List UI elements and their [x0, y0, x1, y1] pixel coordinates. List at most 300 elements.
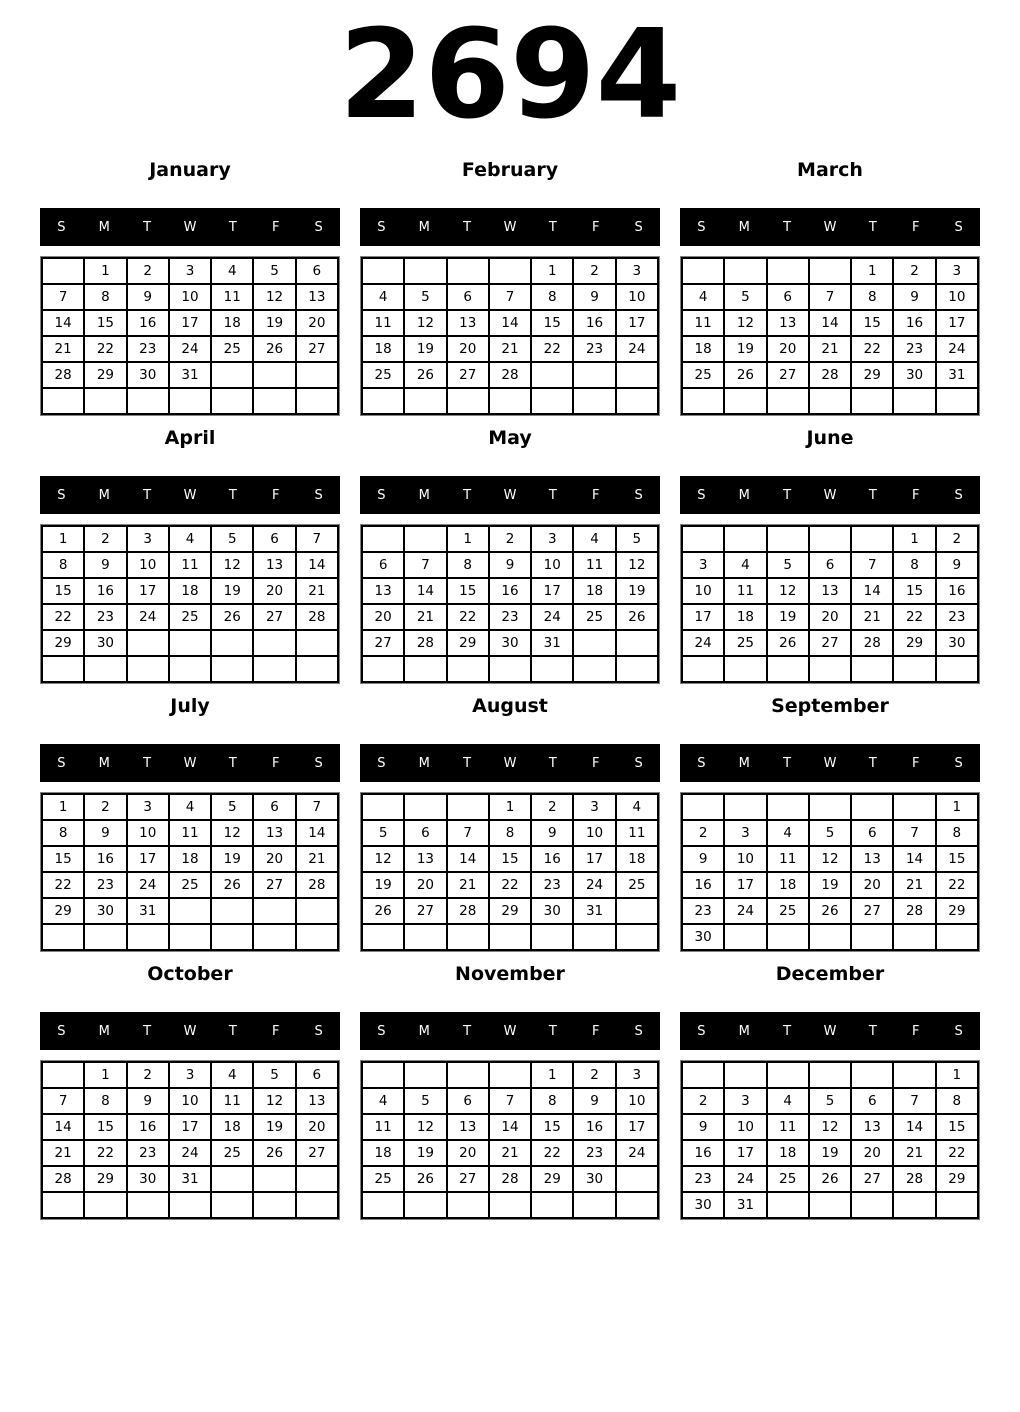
week-row — [362, 794, 658, 820]
day-cell — [767, 258, 809, 284]
day-cell: 14 — [851, 578, 893, 604]
weekday-label: T — [228, 487, 237, 503]
day-cell: 15 — [42, 578, 84, 604]
day-cell — [127, 630, 169, 656]
day-cell — [573, 656, 615, 682]
day-cell: 15 — [84, 1114, 126, 1140]
day-cell — [489, 656, 531, 682]
day-cell — [616, 1192, 658, 1218]
day-cell: 7 — [893, 820, 935, 846]
week-row — [362, 630, 658, 656]
day-cell — [531, 362, 573, 388]
day-cell: 20 — [404, 872, 446, 898]
day-cell — [767, 1192, 809, 1218]
day-cell: 24 — [127, 872, 169, 898]
day-cell: 8 — [84, 1088, 126, 1114]
day-cell: 19 — [362, 872, 404, 898]
day-cell: 26 — [767, 630, 809, 656]
weekday-label: S — [697, 219, 706, 235]
day-cell: 15 — [893, 578, 935, 604]
day-cell: 1 — [851, 258, 893, 284]
day-cell — [489, 1062, 531, 1088]
day-cell: 6 — [447, 1088, 489, 1114]
week-row — [362, 1140, 658, 1166]
day-cell: 15 — [531, 1114, 573, 1140]
weekday-label: M — [738, 487, 750, 503]
day-cell — [42, 388, 84, 414]
week-row — [682, 656, 978, 682]
weekday-label: S — [954, 1023, 963, 1039]
day-cell: 15 — [851, 310, 893, 336]
weekday-label: S — [634, 1023, 643, 1039]
day-cell: 10 — [531, 552, 573, 578]
day-cell: 22 — [489, 872, 531, 898]
day-cell: 28 — [489, 362, 531, 388]
day-cell: 5 — [809, 1088, 851, 1114]
day-cell: 20 — [296, 1114, 338, 1140]
day-cell — [724, 388, 766, 414]
day-cell: 3 — [616, 258, 658, 284]
day-cell — [616, 362, 658, 388]
day-cell: 15 — [489, 846, 531, 872]
week-row — [682, 578, 978, 604]
day-cell: 19 — [616, 578, 658, 604]
day-cell — [573, 362, 615, 388]
day-cell: 4 — [724, 552, 766, 578]
day-cell: 19 — [809, 1140, 851, 1166]
day-cell — [936, 1192, 978, 1218]
day-cell — [253, 362, 295, 388]
day-cell: 16 — [682, 872, 724, 898]
day-cell: 27 — [253, 604, 295, 630]
week-row — [42, 898, 338, 924]
day-cell: 25 — [724, 630, 766, 656]
day-cell: 18 — [767, 1140, 809, 1166]
day-cell: 18 — [767, 872, 809, 898]
day-cell — [253, 1192, 295, 1218]
day-cell: 1 — [936, 1062, 978, 1088]
day-cell: 14 — [447, 846, 489, 872]
day-cell: 29 — [936, 1166, 978, 1192]
weekday-label: W — [823, 219, 837, 235]
month-block — [360, 686, 660, 952]
day-cell — [296, 388, 338, 414]
day-cell: 26 — [211, 604, 253, 630]
day-cell — [724, 526, 766, 552]
weekday-label: T — [143, 219, 152, 235]
day-cell: 2 — [531, 794, 573, 820]
day-cell: 10 — [169, 1088, 211, 1114]
month-grid — [41, 1061, 339, 1219]
day-cell: 23 — [127, 336, 169, 362]
day-cell: 31 — [169, 362, 211, 388]
day-cell: 25 — [362, 1166, 404, 1192]
day-cell: 15 — [531, 310, 573, 336]
weekday-label: W — [823, 755, 837, 771]
day-cell: 25 — [573, 604, 615, 630]
day-cell — [573, 924, 615, 950]
weekday-header — [680, 1012, 980, 1050]
day-cell: 19 — [404, 336, 446, 362]
day-cell: 28 — [42, 1166, 84, 1192]
day-cell — [851, 388, 893, 414]
weekday-label: W — [183, 219, 197, 235]
day-cell: 15 — [936, 1114, 978, 1140]
month-grid — [361, 793, 659, 951]
week-row — [42, 604, 338, 630]
day-cell — [127, 388, 169, 414]
day-cell — [809, 388, 851, 414]
day-cell: 4 — [767, 820, 809, 846]
day-cell: 22 — [936, 872, 978, 898]
day-cell: 10 — [127, 552, 169, 578]
day-cell: 12 — [404, 1114, 446, 1140]
day-cell: 21 — [851, 604, 893, 630]
day-cell: 16 — [573, 1114, 615, 1140]
day-cell: 18 — [616, 846, 658, 872]
year-title: 2694 — [338, 3, 682, 147]
day-cell: 16 — [127, 1114, 169, 1140]
week-row — [42, 388, 338, 414]
day-cell: 1 — [531, 258, 573, 284]
day-cell: 15 — [447, 578, 489, 604]
day-cell: 7 — [893, 1088, 935, 1114]
week-row — [42, 794, 338, 820]
day-cell: 16 — [531, 846, 573, 872]
day-cell: 17 — [573, 846, 615, 872]
weekday-label: S — [377, 487, 386, 503]
weekday-label: T — [228, 219, 237, 235]
day-cell: 4 — [362, 1088, 404, 1114]
day-cell: 21 — [893, 1140, 935, 1166]
week-row — [42, 284, 338, 310]
day-cell: 1 — [936, 794, 978, 820]
month-grid-frame — [680, 524, 980, 684]
day-cell: 6 — [296, 1062, 338, 1088]
day-cell — [616, 656, 658, 682]
week-row — [362, 872, 658, 898]
day-cell: 29 — [447, 630, 489, 656]
weekday-label: S — [634, 219, 643, 235]
day-cell: 23 — [127, 1140, 169, 1166]
month-grid — [361, 257, 659, 415]
week-row — [682, 1088, 978, 1114]
day-cell: 27 — [296, 1140, 338, 1166]
day-cell: 23 — [682, 1166, 724, 1192]
day-cell: 18 — [724, 604, 766, 630]
weekday-label: F — [911, 755, 920, 771]
day-cell: 28 — [447, 898, 489, 924]
day-cell: 22 — [42, 604, 84, 630]
day-cell — [169, 898, 211, 924]
day-cell: 29 — [489, 898, 531, 924]
day-cell: 12 — [211, 820, 253, 846]
weekday-label: T — [868, 1023, 877, 1039]
day-cell: 11 — [362, 310, 404, 336]
day-cell: 2 — [682, 820, 724, 846]
month-grid-frame — [40, 256, 340, 416]
day-cell: 1 — [489, 794, 531, 820]
day-cell: 14 — [42, 1114, 84, 1140]
day-cell — [211, 656, 253, 682]
week-row — [42, 552, 338, 578]
day-cell: 23 — [489, 604, 531, 630]
weekday-label: T — [463, 219, 472, 235]
day-cell: 11 — [211, 1088, 253, 1114]
week-row — [362, 1114, 658, 1140]
weekday-label: T — [868, 487, 877, 503]
day-cell: 8 — [936, 820, 978, 846]
day-cell — [893, 1062, 935, 1088]
day-cell: 20 — [362, 604, 404, 630]
month-title: October — [147, 963, 233, 985]
week-row — [42, 1166, 338, 1192]
day-cell — [616, 898, 658, 924]
day-cell: 6 — [447, 284, 489, 310]
day-cell: 29 — [42, 898, 84, 924]
week-row — [682, 258, 978, 284]
weekday-label: M — [98, 1023, 110, 1039]
day-cell: 24 — [169, 1140, 211, 1166]
month-block — [360, 150, 660, 416]
weekday-label: S — [314, 219, 323, 235]
day-cell — [253, 630, 295, 656]
day-cell: 16 — [84, 846, 126, 872]
day-cell — [362, 388, 404, 414]
day-cell: 13 — [447, 310, 489, 336]
day-cell: 13 — [362, 578, 404, 604]
week-row — [682, 1166, 978, 1192]
day-cell: 24 — [531, 604, 573, 630]
week-row — [362, 310, 658, 336]
day-cell: 11 — [767, 846, 809, 872]
week-row — [682, 552, 978, 578]
day-cell: 16 — [127, 310, 169, 336]
day-cell — [724, 924, 766, 950]
week-row — [362, 336, 658, 362]
day-cell: 11 — [767, 1114, 809, 1140]
day-cell: 17 — [169, 1114, 211, 1140]
month-grid — [681, 257, 979, 415]
day-cell — [682, 388, 724, 414]
day-cell: 29 — [893, 630, 935, 656]
day-cell: 24 — [724, 1166, 766, 1192]
month-title: January — [149, 159, 231, 181]
week-row — [362, 1088, 658, 1114]
weekday-label: S — [57, 487, 66, 503]
weekday-label: T — [783, 487, 792, 503]
day-cell: 7 — [851, 552, 893, 578]
day-cell: 24 — [127, 604, 169, 630]
day-cell — [253, 924, 295, 950]
week-row — [42, 872, 338, 898]
day-cell: 14 — [893, 846, 935, 872]
day-cell: 4 — [362, 284, 404, 310]
day-cell — [724, 1062, 766, 1088]
day-cell: 18 — [682, 336, 724, 362]
week-row — [682, 604, 978, 630]
week-row — [42, 578, 338, 604]
day-cell: 8 — [936, 1088, 978, 1114]
weekday-label: M — [418, 219, 430, 235]
weekday-label: S — [697, 755, 706, 771]
day-cell: 13 — [296, 1088, 338, 1114]
day-cell: 25 — [767, 1166, 809, 1192]
day-cell: 16 — [84, 578, 126, 604]
weekday-label: T — [868, 219, 877, 235]
day-cell: 13 — [851, 846, 893, 872]
weekday-label: S — [634, 487, 643, 503]
day-cell: 4 — [211, 1062, 253, 1088]
day-cell: 14 — [893, 1114, 935, 1140]
day-cell: 8 — [42, 820, 84, 846]
day-cell: 13 — [404, 846, 446, 872]
week-row — [42, 1114, 338, 1140]
weekday-label: W — [183, 755, 197, 771]
day-cell: 5 — [253, 1062, 295, 1088]
month-title: December — [775, 963, 885, 985]
weekday-label: T — [143, 487, 152, 503]
weekday-label: S — [57, 755, 66, 771]
day-cell: 12 — [809, 846, 851, 872]
weekday-label: T — [143, 1023, 152, 1039]
day-cell — [253, 656, 295, 682]
day-cell — [296, 630, 338, 656]
weekday-label: S — [377, 755, 386, 771]
day-cell: 16 — [893, 310, 935, 336]
day-cell: 13 — [851, 1114, 893, 1140]
week-row — [42, 1062, 338, 1088]
week-row — [682, 846, 978, 872]
month-grid-frame — [680, 1060, 980, 1220]
weekday-label: S — [377, 219, 386, 235]
day-cell — [211, 1192, 253, 1218]
day-cell: 21 — [42, 336, 84, 362]
week-row — [682, 924, 978, 950]
day-cell: 22 — [84, 1140, 126, 1166]
day-cell — [893, 794, 935, 820]
day-cell — [362, 526, 404, 552]
weekday-header — [360, 1012, 660, 1050]
day-cell: 31 — [127, 898, 169, 924]
week-row — [682, 336, 978, 362]
day-cell: 13 — [253, 820, 295, 846]
day-cell — [767, 526, 809, 552]
day-cell: 5 — [616, 526, 658, 552]
day-cell: 27 — [851, 1166, 893, 1192]
day-cell: 28 — [404, 630, 446, 656]
day-cell — [127, 1192, 169, 1218]
day-cell: 3 — [531, 526, 573, 552]
weekday-label: S — [57, 219, 66, 235]
month-grid — [361, 525, 659, 683]
weekday-label: M — [738, 219, 750, 235]
week-row — [362, 820, 658, 846]
weekday-label: F — [591, 1023, 600, 1039]
day-cell — [42, 924, 84, 950]
week-row — [362, 526, 658, 552]
day-cell — [447, 1062, 489, 1088]
day-cell: 3 — [682, 552, 724, 578]
day-cell: 4 — [616, 794, 658, 820]
day-cell — [169, 656, 211, 682]
month-block — [680, 954, 980, 1220]
day-cell: 3 — [127, 526, 169, 552]
day-cell: 3 — [169, 258, 211, 284]
month-grid-frame — [360, 256, 660, 416]
day-cell: 5 — [211, 794, 253, 820]
week-row — [362, 1166, 658, 1192]
day-cell: 19 — [724, 336, 766, 362]
day-cell: 26 — [404, 362, 446, 388]
day-cell: 8 — [531, 1088, 573, 1114]
day-cell: 21 — [893, 872, 935, 898]
day-cell: 7 — [296, 794, 338, 820]
day-cell: 18 — [169, 846, 211, 872]
weekday-header — [680, 208, 980, 246]
day-cell: 13 — [809, 578, 851, 604]
day-cell — [253, 388, 295, 414]
week-row — [42, 310, 338, 336]
day-cell — [851, 794, 893, 820]
weekday-label: M — [98, 487, 110, 503]
day-cell: 4 — [169, 526, 211, 552]
day-cell: 27 — [447, 1166, 489, 1192]
day-cell — [682, 258, 724, 284]
month-title: August — [472, 695, 548, 717]
day-cell: 14 — [42, 310, 84, 336]
day-cell: 24 — [616, 1140, 658, 1166]
week-row — [42, 820, 338, 846]
weekday-label: M — [98, 219, 110, 235]
day-cell: 24 — [616, 336, 658, 362]
day-cell — [573, 1192, 615, 1218]
day-cell: 13 — [767, 310, 809, 336]
day-cell: 31 — [936, 362, 978, 388]
day-cell: 3 — [724, 1088, 766, 1114]
day-cell: 9 — [84, 820, 126, 846]
month-grid-frame — [40, 1060, 340, 1220]
day-cell: 6 — [851, 820, 893, 846]
weekday-header — [680, 476, 980, 514]
day-cell — [362, 924, 404, 950]
day-cell: 28 — [851, 630, 893, 656]
month-title: June — [806, 427, 854, 449]
day-cell: 30 — [531, 898, 573, 924]
weekday-label: W — [823, 1023, 837, 1039]
day-cell: 17 — [127, 846, 169, 872]
day-cell: 5 — [211, 526, 253, 552]
weekday-label: F — [271, 487, 280, 503]
day-cell — [169, 630, 211, 656]
day-cell — [724, 258, 766, 284]
month-block — [40, 150, 340, 416]
month-title: September — [771, 695, 889, 717]
day-cell: 17 — [531, 578, 573, 604]
day-cell — [362, 656, 404, 682]
day-cell — [809, 924, 851, 950]
day-cell: 7 — [809, 284, 851, 310]
day-cell: 7 — [489, 1088, 531, 1114]
day-cell: 20 — [851, 872, 893, 898]
weekday-header — [360, 208, 660, 246]
weekday-label: W — [503, 1023, 517, 1039]
day-cell: 14 — [489, 310, 531, 336]
weekday-label: S — [57, 1023, 66, 1039]
day-cell: 4 — [573, 526, 615, 552]
day-cell — [42, 1062, 84, 1088]
month-title: May — [488, 427, 532, 449]
